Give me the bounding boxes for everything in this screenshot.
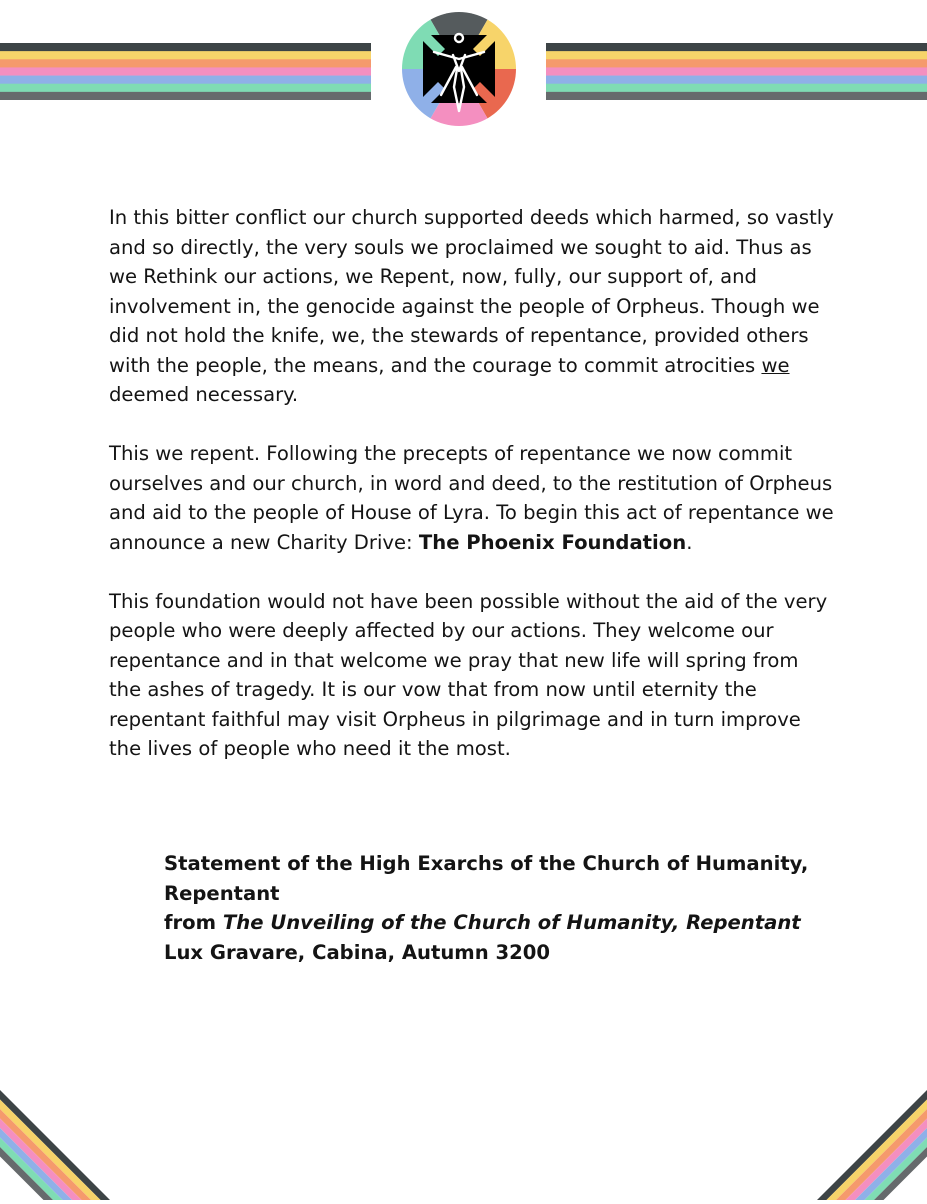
stripe-band	[0, 59, 371, 67]
statement-body	[109, 203, 834, 764]
stripe-band	[546, 51, 927, 59]
paragraph-1: In this bitter conflict our church supported deeds which harmed, so vastly and so directly, the very souls we proclaimed we sought to aid. Thus as we Rethink our actions, we Repent, now, fully, our support of, and involvement in, the genocide against the people of Orpheus. Though we did not hold the knife, we, the stewards of repentance, provided others with the people, the means, and the courage to commit atrocities we deemed necessary.	[109, 203, 834, 410]
header-stripes-left	[0, 43, 371, 100]
attribution-place-date: Lux Gravare, Cabina, Autumn 3200	[164, 938, 844, 968]
stripe-band	[0, 51, 371, 59]
stripe-band	[0, 76, 371, 84]
stripe-band	[546, 84, 927, 92]
stripe-band	[546, 92, 927, 100]
stripe-band	[546, 43, 927, 51]
paragraph-3: This foundation would not have been possible without the aid of the very people who were deeply affected by our actions. They welcome our repentance and in that welcome we pray that new life will spring from the ashes of tragedy. It is our vow that from now until eternity the repentant faithful may visit Orpheus in pilgrimage and in turn improve the lives of people who need it the most.	[109, 587, 834, 764]
stripe-band	[0, 43, 371, 51]
underlined-we: we	[761, 354, 789, 377]
stripe-band	[0, 92, 371, 100]
attribution-heading: Statement of the High Exarchs of the Church of Humanity, Repentant	[164, 849, 844, 908]
attribution-source: from The Unveiling of the Church of Humanity, Repentant	[164, 908, 844, 938]
corner-stripes-bottom-right	[817, 1090, 927, 1200]
corner-stripes-bottom-left	[0, 1090, 110, 1200]
stripe-band	[0, 67, 371, 75]
stripe-band	[546, 76, 927, 84]
header-stripes-right	[546, 43, 927, 100]
stripe-band	[546, 59, 927, 67]
source-title: The Unveiling of the Church of Humanity, Repentant	[223, 911, 801, 934]
foundation-name: The Phoenix Foundation	[419, 531, 686, 554]
church-emblem-logo	[401, 11, 517, 127]
stripe-band	[0, 84, 371, 92]
attribution-block	[164, 849, 844, 967]
stripe-band	[546, 67, 927, 75]
paragraph-2: This we repent. Following the precepts of repentance we now commit ourselves and our church, in word and deed, to the restitution of Orpheus and aid to the people of House of Lyra. To begin this act of repentance we announce a new Charity Drive: The Phoenix Foundation.	[109, 439, 834, 557]
